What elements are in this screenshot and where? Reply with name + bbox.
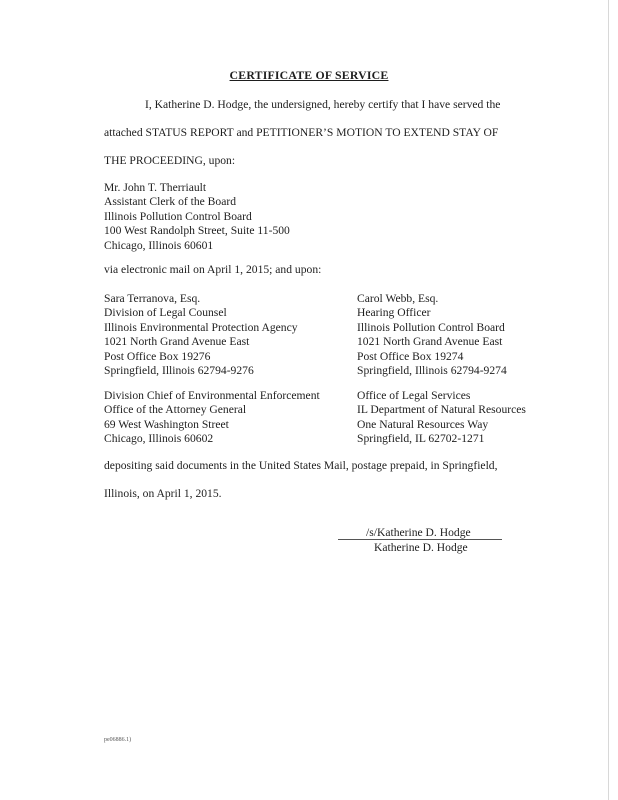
address-line: Division Chief of Environmental Enforcement	[104, 389, 320, 402]
address-primary	[104, 181, 290, 253]
body-line-2: attached STATUS REPORT and PETITIONER’S MOTION TO EXTEND STAY OF	[104, 126, 499, 139]
address-line: One Natural Resources Way	[357, 417, 489, 431]
address-line: Chicago, Illinois 60601	[104, 238, 214, 252]
address-line: 1021 North Grand Avenue East	[357, 335, 503, 349]
address-line: 1021 North Grand Avenue East	[104, 335, 250, 349]
address-line: Office of Legal Services	[357, 389, 471, 402]
address-line: Illinois Pollution Control Board	[357, 320, 505, 334]
address-line: Springfield, Illinois 62794-9274	[357, 364, 507, 378]
address-right-top	[357, 292, 507, 378]
address-line: Chicago, Illinois 60602	[104, 432, 214, 446]
signature-line	[338, 539, 502, 540]
signer-name: Katherine D. Hodge	[374, 541, 468, 554]
address-line: Post Office Box 19276	[104, 349, 211, 363]
page-edge	[608, 0, 609, 800]
body-line-1: I, Katherine D. Hodge, the undersigned, hereby certify that I have served the	[145, 98, 501, 111]
address-line: Carol Webb, Esq.	[357, 292, 439, 305]
closing-line-2: Illinois, on April 1, 2015.	[104, 487, 222, 500]
document-footer-id: pe06886.1)	[104, 737, 132, 743]
address-line: Mr. John T. Therriault	[104, 181, 207, 194]
address-line: 69 West Washington Street	[104, 417, 229, 431]
address-line: Illinois Pollution Control Board	[104, 209, 252, 223]
address-line: Hearing Officer	[357, 306, 431, 320]
address-line: Post Office Box 19274	[357, 349, 464, 363]
address-left-bottom	[104, 389, 320, 447]
address-left-top	[104, 292, 298, 378]
certificate-title: CERTIFICATE OF SERVICE	[229, 68, 389, 82]
body-line-3: THE PROCEEDING, upon:	[104, 154, 236, 167]
address-line: IL Department of Natural Resources	[357, 403, 526, 417]
closing-line-1: depositing said documents in the United States Mail, postage prepaid, in Springfield,	[104, 459, 498, 472]
address-line: Sara Terranova, Esq.	[104, 292, 201, 305]
address-line: Illinois Environmental Protection Agency	[104, 320, 298, 334]
address-line: 100 West Randolph Street, Suite 11-500	[104, 224, 290, 238]
address-line: Springfield, Illinois 62794-9276	[104, 364, 254, 378]
address-right-bottom	[357, 389, 526, 447]
address-line: Division of Legal Counsel	[104, 306, 227, 320]
address-line: Assistant Clerk of the Board	[104, 195, 237, 209]
electronic-signature: /s/Katherine D. Hodge	[366, 526, 471, 539]
address-line: Office of the Attorney General	[104, 403, 247, 417]
via-email-line: via electronic mail on April 1, 2015; and upon:	[104, 263, 322, 276]
address-line: Springfield, IL 62702-1271	[357, 432, 485, 446]
